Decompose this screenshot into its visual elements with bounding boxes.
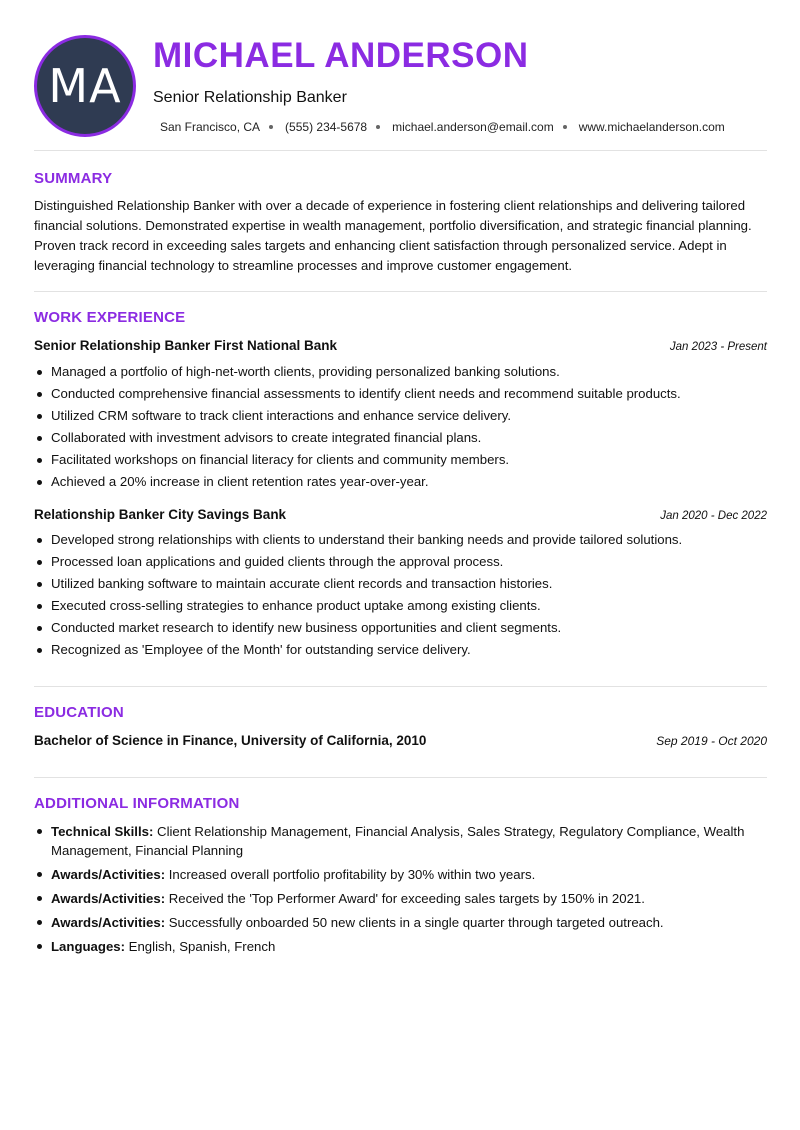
item-text: Received the 'Top Performer Award' for exceeding sales targets by 150% in 2021. [165,891,645,906]
list-item: Recognized as 'Employee of the Month' for outstanding service delivery. [34,641,769,659]
list-item: Managed a portfolio of high-net-worth clients, providing personalized banking solutions. [34,363,769,381]
additional-list [34,822,769,961]
separator-dot [269,125,273,129]
avatar-initials: MA [48,59,122,113]
list-item: Developed strong relationships with clients to understand their banking needs and provide tailored solutions. [34,531,769,549]
item-text: Client Relationship Management, Financial Analysis, Sales Strategy, Regulatory Compliance, Wealth Management, Financial Planning [51,824,745,858]
list-item: Processed loan applications and guided clients through the approval process. [34,553,769,571]
list-item [34,937,769,956]
item-label: Awards/Activities: [51,891,166,906]
item-text: Increased overall portfolio profitability by 30% within two years. [165,867,536,882]
education-entry [34,733,767,748]
job-header [34,507,767,522]
divider [34,686,767,687]
list-item: Conducted market research to identify new business opportunities and client segments. [34,619,769,637]
list-item: Executed cross-selling strategies to enhance product uptake among existing clients. [34,597,769,615]
divider [34,150,767,151]
item-label: Awards/Activities: [51,915,166,930]
list-item [34,889,769,908]
avatar [34,35,136,137]
education-heading: EDUCATION [34,704,124,721]
list-item: Achieved a 20% increase in client retention rates year-over-year. [34,473,769,491]
summary-heading: SUMMARY [34,170,113,187]
list-item [34,865,769,884]
job-date: Jan 2020 - Dec 2022 [660,510,767,522]
divider [34,777,767,778]
job-header [34,338,767,353]
experience-heading: WORK EXPERIENCE [34,309,186,326]
divider [34,291,767,292]
job-role: Relationship Banker City Savings Bank [34,507,287,522]
job-bullets [34,531,769,663]
contact-website[interactable]: www.michaelanderson.com [578,120,725,134]
list-item: Collaborated with investment advisors to create integrated financial plans. [34,429,769,447]
contact-phone: (555) 234-5678 [285,120,368,134]
item-text: English, Spanish, French [125,939,276,954]
item-text: Successfully onboarded 50 new clients in a single quarter through targeted outreach. [165,915,664,930]
candidate-name: MICHAEL ANDERSON [153,36,529,75]
item-label: Technical Skills: [51,824,154,839]
contact-line [160,120,725,134]
job-role: Senior Relationship Banker First National Bank [34,338,338,353]
additional-heading: ADDITIONAL INFORMATION [34,795,240,812]
degree: Bachelor of Science in Finance, University of California, 2010 [34,733,427,748]
job-bullets [34,363,769,495]
list-item: Conducted comprehensive financial assessments to identify client needs and recommend suitable products. [34,385,769,403]
job-date: Jan 2023 - Present [669,341,767,353]
list-item: Utilized CRM software to track client interactions and enhance service delivery. [34,407,769,425]
separator-dot [563,125,567,129]
list-item: Facilitated workshops on financial literacy for clients and community members. [34,451,769,469]
contact-email[interactable]: michael.anderson@email.com [392,120,554,134]
item-label: Languages: [51,939,126,954]
list-item [34,822,769,860]
summary-text: Distinguished Relationship Banker with over a decade of experience in fostering client relationships and delivering tailored financial solutions. Demonstrated expertise in wealth management, portfolio diversification, and strategic financial planning. Proven track record in exceeding sales targets and enhancing client satisfaction through personalized service. Adept in leveraging financial technology to streamline processes and improve customer engagement. [34,198,752,273]
list-item: Utilized banking software to maintain accurate client records and transaction histories. [34,575,769,593]
job-title: Senior Relationship Banker [153,89,347,106]
contact-location: San Francisco, CA [160,120,261,134]
item-label: Awards/Activities: [51,867,166,882]
list-item [34,913,769,932]
education-date: Sep 2019 - Oct 2020 [656,734,767,748]
separator-dot [376,125,380,129]
